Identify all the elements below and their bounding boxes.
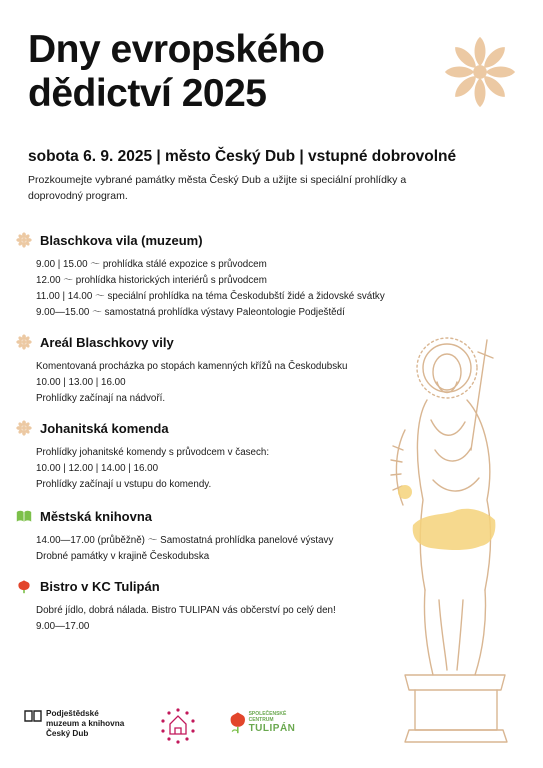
museum-logo bbox=[24, 709, 124, 739]
section-title: Bistro v KC Tulipán bbox=[40, 578, 160, 594]
section-line: 9.00—17.00 bbox=[36, 621, 90, 632]
stars-logo bbox=[157, 705, 199, 747]
section-title: Městská knihovna bbox=[40, 508, 152, 524]
section-mestska-knihovna bbox=[16, 507, 333, 565]
section-body bbox=[36, 533, 333, 565]
flower-icon bbox=[16, 420, 32, 436]
intro-text: Prozkoumejte vybrané památky města Český Dub a užijte si speciální prohlídky a doprovodný program. bbox=[28, 174, 407, 202]
section-title: Blaschkova vila (muzeum) bbox=[40, 232, 203, 248]
section-title: Johanitská komenda bbox=[40, 420, 169, 436]
saint-statue-illustration bbox=[375, 330, 535, 750]
section-line: Prohlídky začínají na nádvoří. bbox=[36, 393, 166, 404]
section-blaschkova-vila bbox=[16, 231, 385, 321]
section-line: 11.00 | 14.00 ～ speciální prohlídka na téma Českodubští židé a židovské svátky bbox=[36, 291, 385, 302]
event-subtitle: sobota 6. 9. 2025 | město Český Dub | vstupné dobrovolné bbox=[28, 148, 457, 165]
page-title bbox=[28, 28, 324, 116]
museum-logo-line: Český Dub bbox=[46, 729, 89, 738]
section-line: 14.00—17.00 (průběžně) ～ Samostatná prohlídka panelové výstavy bbox=[36, 535, 334, 546]
section-line: Drobné památky v krajině Českodubska bbox=[36, 551, 210, 562]
section-body bbox=[36, 445, 269, 493]
tulipan-logo bbox=[229, 707, 300, 737]
title-line-1: Dny evropského bbox=[28, 28, 325, 71]
section-body bbox=[36, 257, 385, 321]
section-line: Komentovaná procházka po stopách kamenných křížů na Českodubsku bbox=[36, 361, 348, 372]
tulipan-logo-small: SPOLEČENSKÉ CENTRUM bbox=[248, 710, 287, 723]
section-title: Areál Blaschkovy vily bbox=[40, 334, 174, 350]
book-icon bbox=[16, 508, 32, 524]
section-line: Prohlídky johanitské komendy s průvodcem v časech: bbox=[36, 447, 270, 458]
section-body bbox=[36, 359, 348, 407]
tulipan-logo-text: TULIPÁN bbox=[248, 722, 296, 734]
museum-logo-line: muzeum a knihovna bbox=[46, 719, 125, 728]
section-line: Dobré jídlo, dobrá nálada. Bistro TULIPAN vás občerství po celý den! bbox=[36, 605, 336, 616]
section-bistro-tulipan bbox=[16, 577, 336, 635]
section-line: 10.00 | 12.00 | 14.00 | 16.00 bbox=[36, 463, 159, 474]
flower-icon bbox=[16, 232, 32, 248]
tulip-icon bbox=[16, 578, 32, 594]
section-line: 9.00 | 15.00 ～ prohlídka stálé expozice s průvodcem bbox=[36, 259, 267, 270]
section-line: 10.00 | 13.00 | 16.00 bbox=[36, 377, 126, 388]
flower-icon bbox=[441, 33, 519, 111]
section-johanitska-komenda bbox=[16, 419, 269, 493]
museum-logo-line: Podještědské bbox=[46, 709, 99, 718]
section-body bbox=[36, 603, 336, 635]
tulip-icon bbox=[229, 707, 247, 737]
flower-icon bbox=[16, 334, 32, 350]
title-line-2: dědictví 2025 bbox=[28, 72, 267, 115]
section-line: 9.00—15.00 ～ samostatná prohlídka výstavy Paleontologie Podještědí bbox=[36, 307, 345, 318]
book-icon bbox=[24, 709, 42, 723]
section-line: Prohlídky začínají u vstupu do komendy. bbox=[36, 479, 212, 490]
section-line: 12.00 ～ prohlídka historických interiérů s průvodcem bbox=[36, 275, 267, 286]
section-areal-blaschkovy-vily bbox=[16, 333, 348, 407]
